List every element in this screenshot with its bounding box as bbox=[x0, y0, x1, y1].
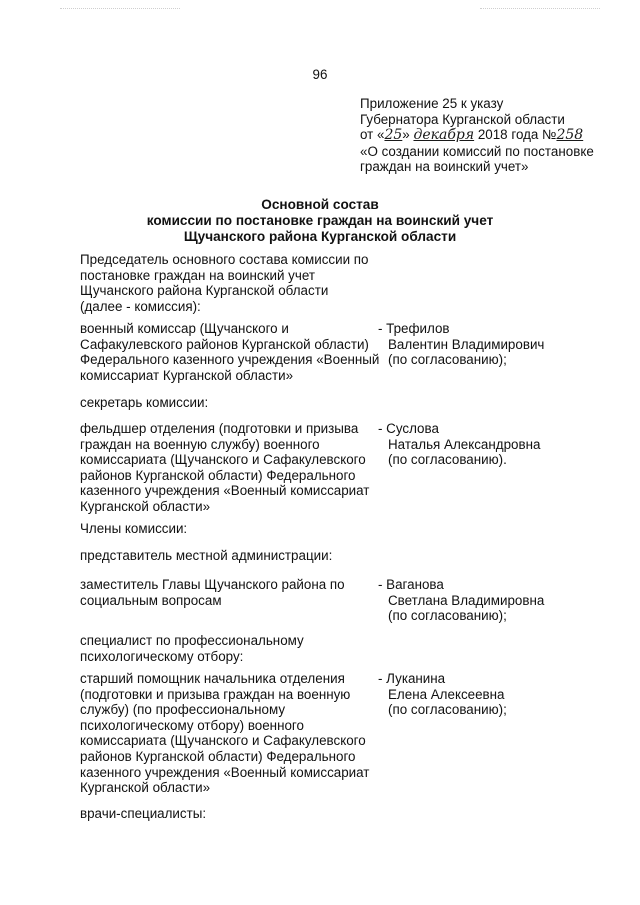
member-position: фельдшер отделения (подготовки и призыва граждан на военную службу) военного комиссариата (Щучанского и Сафакулевского районов Курганской области) Федерального казенного учреждения «Военный комиссариат Курганской области» bbox=[80, 421, 370, 514]
approval-line: граждан на воинский учет» bbox=[360, 159, 529, 175]
members-heading: Члены комиссии: bbox=[80, 521, 188, 536]
local-admin-heading: представитель местной администрации: bbox=[80, 548, 333, 563]
member-position: заместитель Главы Щучанского района по социальным вопросам bbox=[80, 577, 345, 608]
scan-artifact bbox=[480, 8, 600, 10]
chairman-heading: Председатель основного состава комиссии по постановке граждан на воинский учет Щучанского района Курганской области (далее - комиссия): bbox=[80, 252, 369, 314]
title-line: Основной состав bbox=[261, 197, 379, 212]
approval-line: Губернатора Курганской области bbox=[360, 111, 565, 127]
title-line: комиссии по постановке граждан на воинский учет bbox=[146, 212, 494, 228]
handwritten-day: 25 bbox=[384, 127, 403, 144]
member-name: - Суслова Наталья Александровна (по согласованию). bbox=[378, 421, 541, 468]
handwritten-number: 258 bbox=[556, 127, 584, 144]
psych-specialist-heading: специалист по профессиональному психологическому отбору: bbox=[80, 633, 304, 664]
approval-date-line bbox=[360, 127, 622, 144]
date-mid: » bbox=[402, 127, 414, 143]
document-title bbox=[0, 197, 640, 244]
doctors-heading: врачи-специалисты: bbox=[80, 806, 207, 821]
approval-line: «О создании комиссий по постановке bbox=[360, 143, 594, 159]
date-prefix: от « bbox=[360, 127, 385, 143]
member-name: - Луканина Елена Алексеевна (по согласованию); bbox=[378, 671, 507, 718]
scan-artifact bbox=[60, 8, 180, 10]
member-position: военный комиссар (Щучанского и Сафакулевского районов Курганской области) Федерального казенного учреждения «Военный комиссариат Курганской области» bbox=[80, 321, 380, 383]
approval-line: Приложение 25 к указу bbox=[360, 96, 504, 111]
member-position: старший помощник начальника отделения (подготовки и призыва граждан на военную службу) (по профессиональному психологическому отбору) военного комиссариата (Щучанского и Сафакулевского районов Курганской области) Федерального казенного учреждения «Военный комиссариат Курганской области» bbox=[80, 671, 370, 796]
page-number: 96 bbox=[312, 67, 328, 82]
date-suffix: 2018 года № bbox=[474, 127, 557, 143]
approval-block bbox=[360, 96, 622, 175]
title-line: Щучанского района Курганской области bbox=[183, 228, 457, 244]
secretary-heading: секретарь комиссии: bbox=[80, 395, 209, 410]
member-name: - Ваганова Светлана Владимировна (по согласованию); bbox=[378, 577, 545, 624]
handwritten-month: декабря bbox=[413, 127, 475, 144]
member-name: - Трефилов Валентин Владимирович (по согласованию); bbox=[378, 321, 545, 368]
